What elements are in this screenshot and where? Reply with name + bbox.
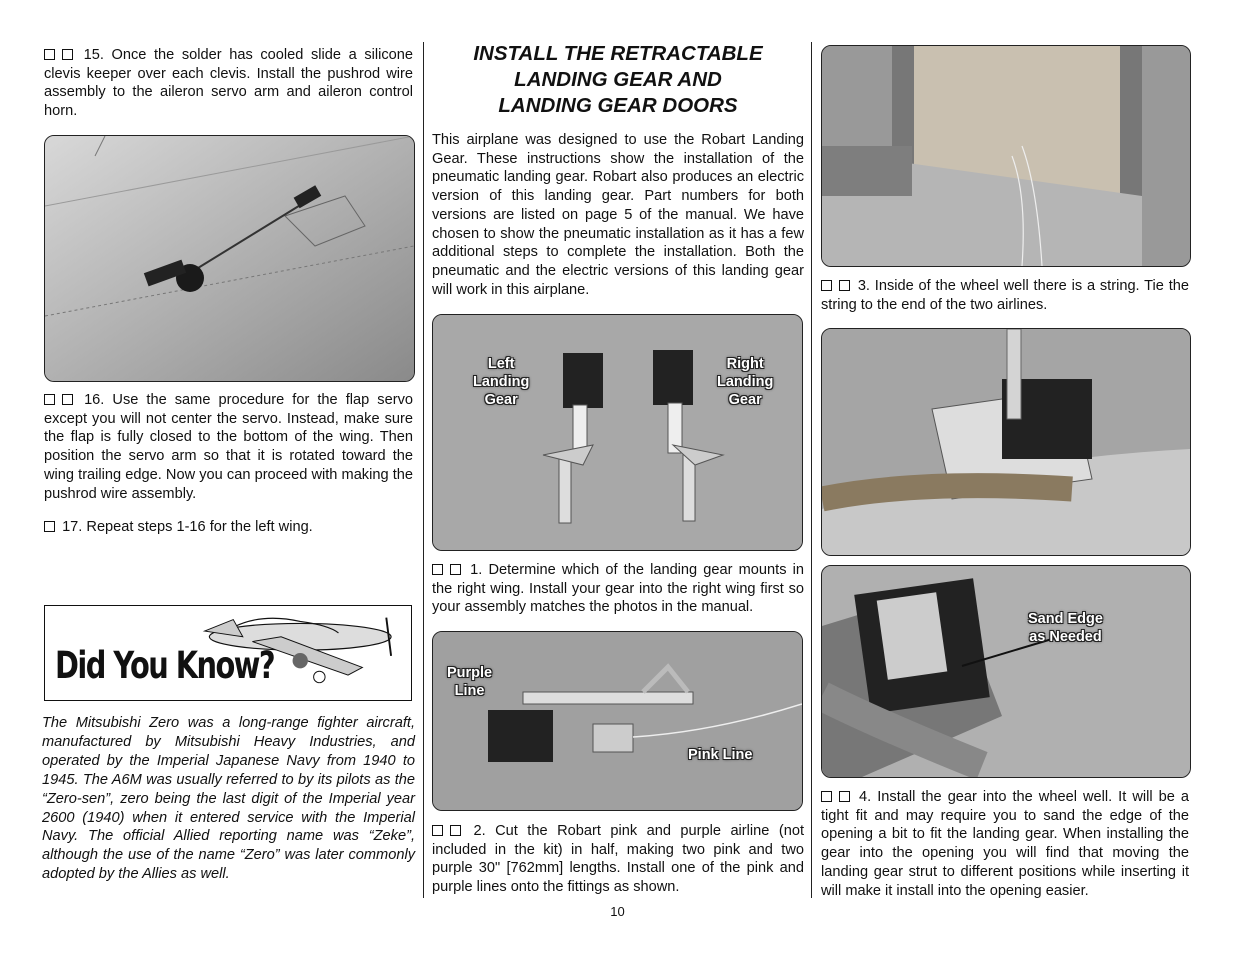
step-16-paragraph bbox=[44, 391, 413, 503]
intro-paragraph: This airplane was designed to use the Robart Landing Gear. These instructions show the installation of the pneumatic landing gear. Robart also produces an electric version of this landing gear. Part numbers for both versions are listed on page 5 of the manual. We have chosen to show the pneumatic installation as it has a few additional steps to complete the installation. Both the pneumatic and the electric versions of this landing gear will work in this airplane. bbox=[432, 132, 804, 298]
step-1-paragraph bbox=[432, 561, 804, 617]
purple-line-label bbox=[447, 664, 492, 700]
checkbox-icon[interactable] bbox=[450, 564, 461, 575]
heading-line-2: LANDING GEAR AND bbox=[514, 68, 722, 91]
checkbox-icon[interactable] bbox=[432, 564, 443, 575]
label-line: Left bbox=[487, 356, 515, 372]
step-17-text: 17. Repeat steps 1-16 for the left wing. bbox=[62, 519, 313, 536]
checkbox-icon[interactable] bbox=[450, 825, 461, 836]
checkbox-icon[interactable] bbox=[44, 49, 55, 60]
checkbox-icon[interactable] bbox=[821, 280, 832, 291]
step-15-text: 15. Once the solder has cooled slide a silicone clevis keeper over each clevis. Install the pushrod wire assembly to the aileron servo arm and aileron control horn. bbox=[44, 47, 413, 120]
label-line: Right bbox=[726, 356, 764, 372]
step-2-text: 2. Cut the Robart pink and purple airline (not included in the kit) in half, making two pink and two purple 30" [762mm] lengths. Install one of the pink and purple lines onto the fittings as shown. bbox=[432, 823, 804, 896]
section-heading bbox=[432, 40, 804, 119]
label-line: as Needed bbox=[1029, 629, 1102, 645]
label-line: Gear bbox=[484, 392, 518, 408]
step-3-text: 3. Inside of the wheel well there is a string. Tie the string to the end of the two airlines. bbox=[821, 278, 1189, 313]
middle-step-1 bbox=[432, 561, 804, 617]
right-step-4 bbox=[821, 788, 1189, 900]
gear-in-wheel-well-photo bbox=[821, 328, 1191, 556]
pink-line-label: Pink Line bbox=[688, 747, 753, 763]
checkbox-icon[interactable] bbox=[821, 791, 832, 802]
label-line: Purple bbox=[447, 665, 493, 681]
did-you-know-text: The Mitsubishi Zero was a long-range fighter aircraft, manufactured by Mitsubishi Heavy Industries, and operated by the Imperial Japanese Navy from 1940 to 1945. The A6M was usually referred to by its pilots as the “Zero-sen”, zero being the last digit of the Imperial year 2600 (1940) when it entered service with the Imperial Navy. The official Allied reporting name was “Zeke”, although the use of the name “Zero” was later commonly adopted by the Allies as well. bbox=[42, 715, 415, 883]
checkbox-icon[interactable] bbox=[44, 394, 55, 405]
airline-fittings-photo bbox=[432, 631, 803, 811]
step-4-text: 4. Install the gear into the wheel well. It will be a tight fit and may require you to sand the edge of the opening a bit to fit the landing gear. When installing the gear into the opening you will find that moving the landing gear strut to different positions while inserting it will make it install into the opening easier. bbox=[821, 789, 1189, 899]
checkbox-icon[interactable] bbox=[839, 791, 850, 802]
step-4-paragraph bbox=[821, 788, 1189, 900]
heading-line-3: LANDING GEAR DOORS bbox=[498, 94, 738, 117]
left-column bbox=[44, 40, 413, 121]
checkbox-icon[interactable] bbox=[44, 521, 55, 532]
step-15-paragraph bbox=[44, 46, 413, 121]
middle-column bbox=[432, 40, 804, 299]
label-line: Gear bbox=[728, 392, 762, 408]
checkbox-icon[interactable] bbox=[432, 825, 443, 836]
right-step-3 bbox=[821, 277, 1189, 314]
heading-line-1: INSTALL THE RETRACTABLE bbox=[473, 42, 763, 65]
checkbox-icon[interactable] bbox=[62, 394, 73, 405]
sand-edge-label bbox=[1028, 610, 1103, 646]
page-number: 10 bbox=[610, 904, 625, 919]
aileron-servo-photo bbox=[44, 135, 415, 382]
label-line: Landing bbox=[473, 374, 530, 390]
sand-edge-photo bbox=[821, 565, 1191, 778]
did-you-know-text-block bbox=[42, 714, 415, 884]
right-landing-gear-label bbox=[717, 355, 773, 409]
step-16-text: 16. Use the same procedure for the flap servo except you will not center the servo. Instead, make sure the flap is fully closed to the bottom of the wing. Then position the servo arm so that it is rotated toward the wing trailing edge. Now you can proceed with making the pushrod wire assembly. bbox=[44, 392, 413, 502]
step-2-paragraph bbox=[432, 822, 804, 897]
step-17-paragraph bbox=[44, 518, 413, 537]
did-you-know-box bbox=[44, 605, 412, 701]
label-line: Line bbox=[454, 683, 485, 699]
column-divider bbox=[423, 42, 424, 898]
wheel-well-string-photo bbox=[821, 45, 1191, 267]
label-line: Landing bbox=[717, 374, 774, 390]
landing-gear-pair-photo bbox=[432, 314, 803, 551]
checkbox-icon[interactable] bbox=[62, 49, 73, 60]
left-column-lower bbox=[44, 391, 413, 537]
middle-step-2 bbox=[432, 822, 804, 897]
checkbox-icon[interactable] bbox=[839, 280, 850, 291]
step-3-paragraph bbox=[821, 277, 1189, 314]
did-you-know-title: Did You Know? bbox=[55, 644, 275, 687]
column-divider bbox=[811, 42, 812, 898]
label-line: Sand Edge bbox=[1028, 611, 1103, 627]
step-1-text: 1. Determine which of the landing gear mounts in the right wing. Install your gear into the right wing first so your assembly matches the photos in the manual. bbox=[432, 562, 804, 616]
left-landing-gear-label bbox=[473, 355, 529, 409]
